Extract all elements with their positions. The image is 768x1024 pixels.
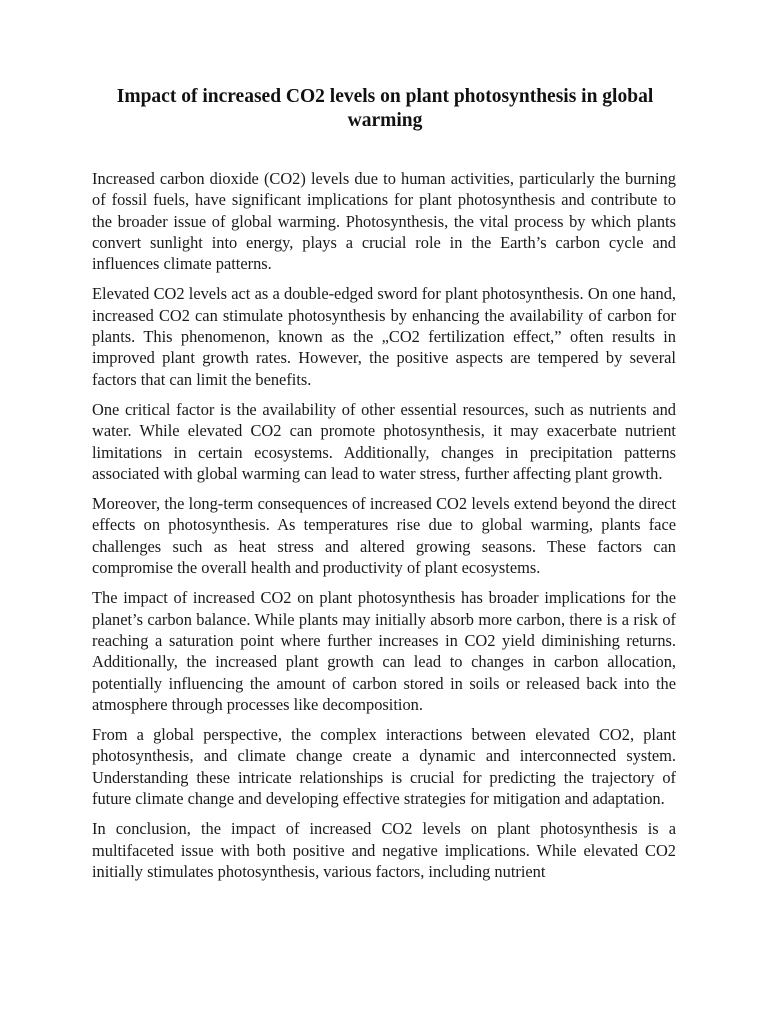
paragraph-7: In conclusion, the impact of increased CO2 levels on plant photosynthesis is a multifaceted issue with both positive and negative implications. While elevated CO2 initially stimulates photosynthesis, various factors, including nutrient — [92, 819, 676, 881]
document-body — [92, 168, 676, 891]
paragraph-6: From a global perspective, the complex interactions between elevated CO2, plant photosynthesis, and climate change create a dynamic and interconnected system. Understanding these intricate relationships is crucial for predicting the trajectory of future climate change and developing effective strategies for mitigation and adaptation. — [92, 725, 676, 809]
paragraph-4: Moreover, the long-term consequences of increased CO2 levels extend beyond the direct effects on photosynthesis. As temperatures rise due to global warming, plants face challenges such as heat stress and altered growing seasons. These factors can compromise the overall health and productivity of plant ecosystems. — [92, 494, 676, 578]
paragraph-3: One critical factor is the availability of other essential resources, such as nutrients and water. While elevated CO2 can promote photosynthesis, it may exacerbate nutrient limitations in certain ecosystems. Additionally, changes in precipitation patterns associated with global warming can lead to water stress, further affecting plant growth. — [92, 399, 676, 483]
paragraph-5: The impact of increased CO2 on plant photosynthesis has broader implications for the planet’s carbon balance. While plants may initially absorb more carbon, there is a risk of reaching a saturation point where further increases in CO2 yield diminishing returns. Additionally, the increased plant growth can lead to changes in carbon allocation, potentially influencing the amount of carbon stored in soils or released back into the atmosphere through processes like decomposition. — [92, 588, 676, 714]
document-title: Impact of increased CO2 levels on plant photosynthesis in global warming — [116, 86, 654, 131]
paragraph-2: Elevated CO2 levels act as a double-edged sword for plant photosynthesis. On one hand, increased CO2 can stimulate photosynthesis by enhancing the availability of carbon for plants. This phenomenon, known as the „CO2 fertilization effect,” often results in improved plant growth rates. However, the positive aspects are tempered by several factors that can limit the benefits. — [92, 284, 676, 389]
paragraph-1: Increased carbon dioxide (CO2) levels due to human activities, particularly the burning of fossil fuels, have significant implications for plant photosynthesis and contribute to the broader issue of global warming. Photosynthesis, the vital process by which plants convert sunlight into energy, plays a crucial role in the Earth’s carbon cycle and influences climate patterns. — [92, 169, 676, 274]
